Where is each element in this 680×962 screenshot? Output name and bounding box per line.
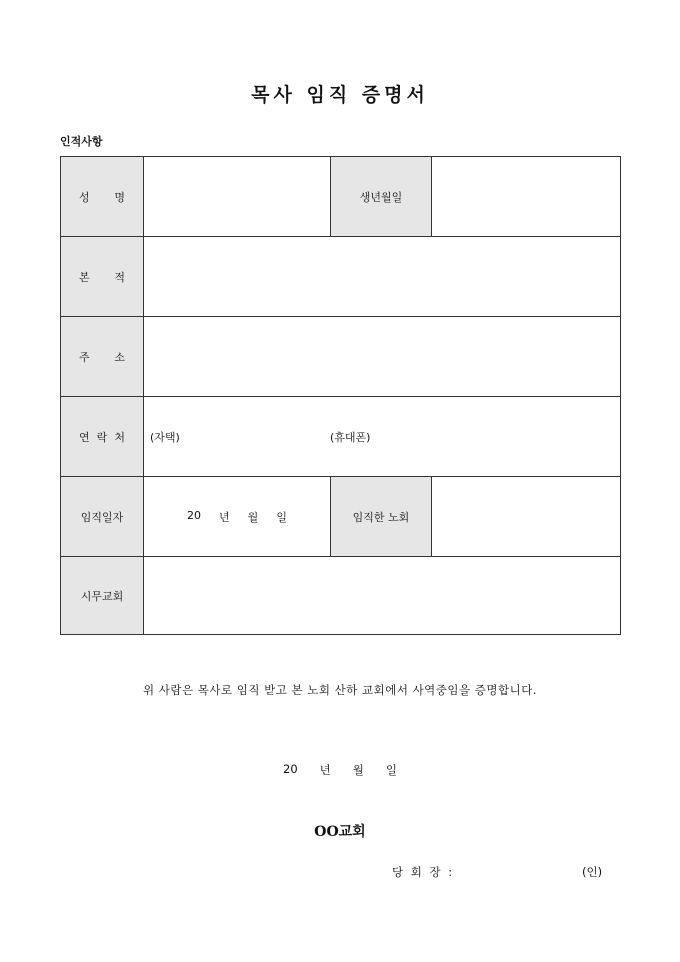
church-value-cell[interactable] [144, 557, 621, 635]
contact-label-char: 연 [79, 430, 90, 444]
birth-value-cell[interactable] [432, 157, 621, 237]
date-month-unit: 월 [247, 510, 259, 524]
church-name: OO교회 [314, 824, 366, 840]
certification-statement: 위 사람은 목사로 임직 받고 본 노회 산하 교회에서 사역중임을 증명합니다. [143, 683, 537, 697]
name-label-char: 명 [114, 190, 125, 204]
table-row [61, 477, 621, 557]
contact-label-cell [61, 397, 144, 477]
presbytery-label: 임직한 노회 [352, 510, 410, 524]
church-label: 시무교회 [80, 589, 124, 603]
name-value-cell[interactable] [144, 157, 331, 237]
home-phone-label: (자택) [150, 430, 180, 444]
mobile-phone-label: (휴대폰) [330, 430, 371, 444]
domicile-label-char: 본 [79, 270, 90, 284]
ordination-date-label-cell [61, 477, 144, 557]
domicile-label-cell [61, 237, 144, 317]
issue-date [0, 762, 680, 778]
table-row [61, 237, 621, 317]
birth-label-cell [331, 157, 432, 237]
personal-info-table [60, 156, 621, 635]
address-label-cell [61, 317, 144, 397]
table-row [61, 397, 621, 477]
issue-date-year-prefix: 20 [283, 762, 298, 776]
domicile-value-cell[interactable] [144, 237, 621, 317]
table-row [61, 157, 621, 237]
church-label-cell [61, 557, 144, 635]
presbytery-label-cell [331, 477, 432, 557]
ordination-date-label: 임직일자 [80, 510, 124, 524]
address-label-char: 소 [114, 350, 125, 364]
date-year-prefix: 20 [187, 508, 202, 522]
table-row [61, 557, 621, 635]
name-label-char: 성 [79, 190, 90, 204]
date-year-unit: 년 [219, 510, 230, 524]
table-row [61, 317, 621, 397]
address-value-cell[interactable] [144, 317, 621, 397]
address-label-char: 주 [79, 350, 90, 364]
domicile-label-char: 적 [114, 270, 125, 284]
contact-label-char: 락 [96, 430, 108, 444]
presbytery-value-cell[interactable] [432, 477, 621, 557]
issue-date-month-unit: 월 [352, 763, 364, 777]
ordination-date-value-cell[interactable] [144, 477, 331, 557]
document-title: 목사 임직 증명서 [251, 84, 429, 106]
section-label: 인적사항 [60, 135, 103, 148]
seal-label: (인) [582, 865, 603, 879]
contact-label-char: 처 [114, 430, 125, 444]
birth-label: 생년월일 [359, 190, 403, 204]
issue-date-day-unit: 일 [385, 763, 397, 777]
contact-value-cell[interactable] [144, 397, 621, 477]
date-day-unit: 일 [276, 510, 287, 524]
name-label-cell [61, 157, 144, 237]
pastor-signature-label: 당 회 장 : [392, 865, 455, 879]
issue-date-year-unit: 년 [319, 763, 331, 777]
